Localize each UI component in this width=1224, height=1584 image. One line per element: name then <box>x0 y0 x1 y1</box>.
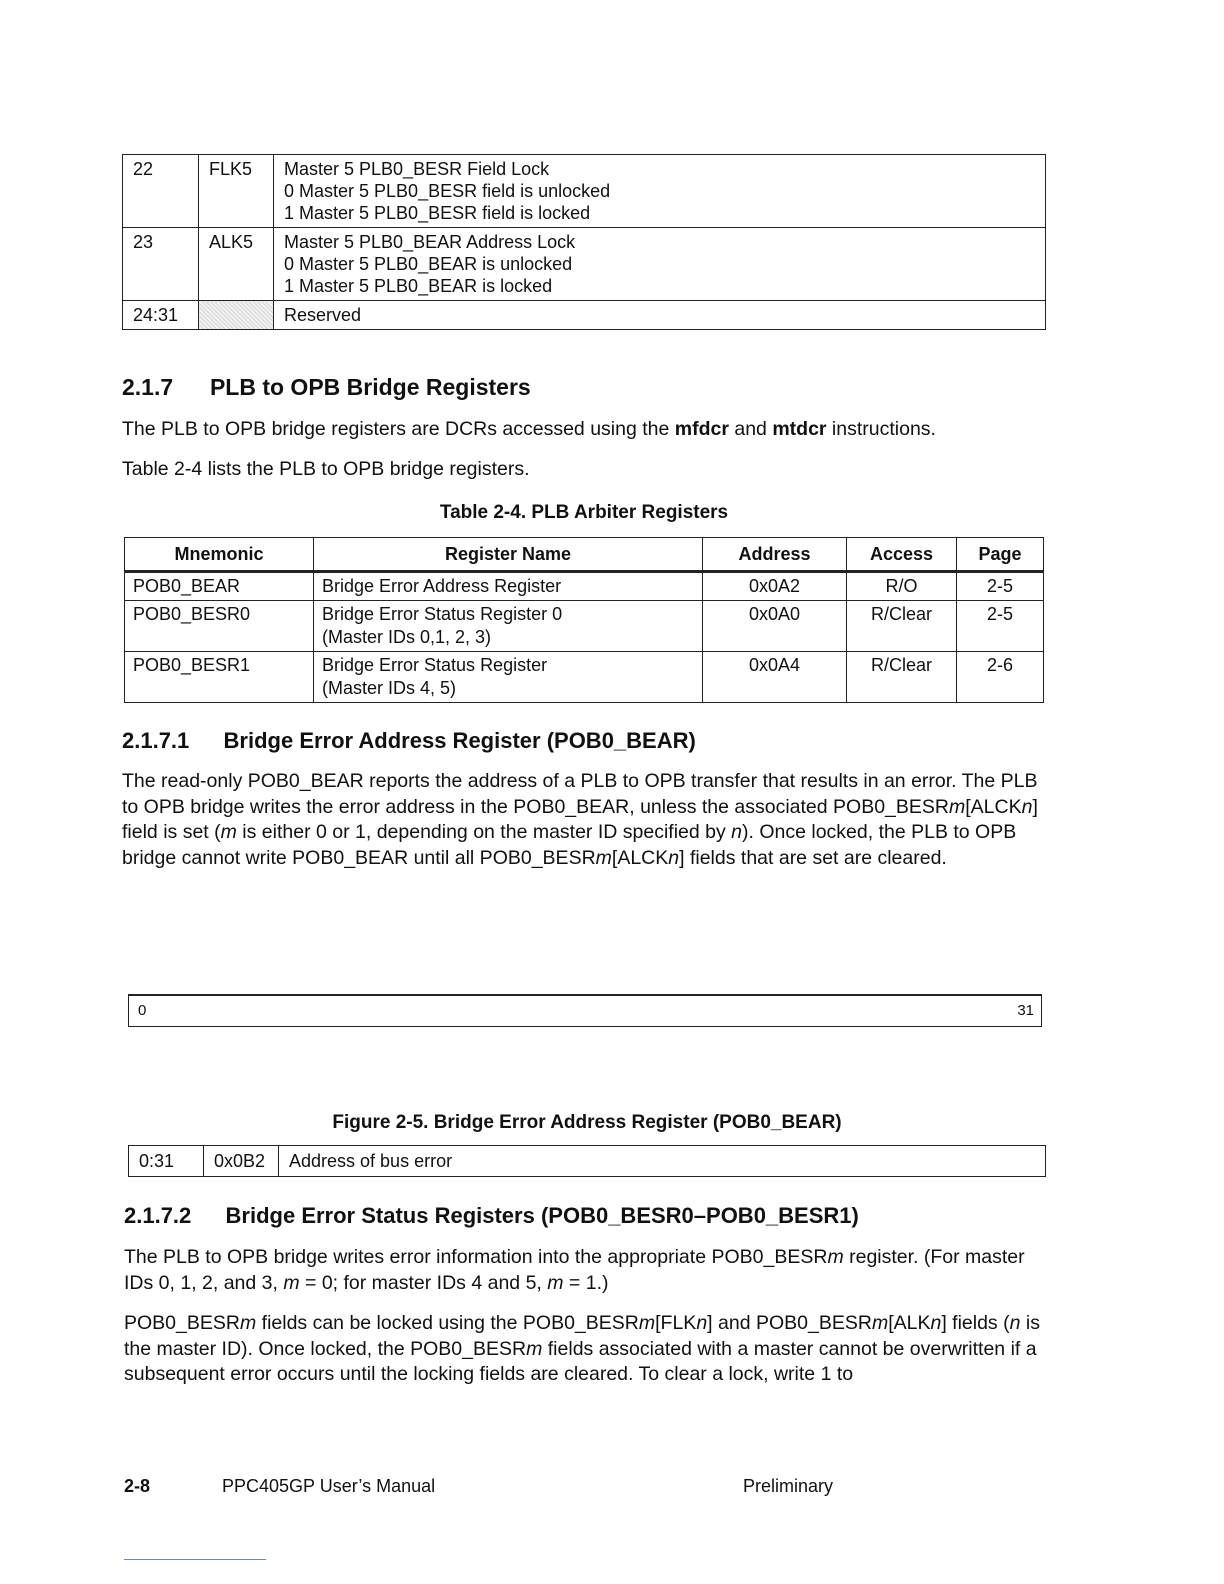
page-cell: 2-5 <box>957 572 1044 601</box>
register-name-line: Bridge Error Status Register <box>322 655 548 675</box>
text-run: [ALK <box>888 1312 931 1334</box>
footer-page-number: 2-8 <box>124 1476 151 1496</box>
subsection-number: 2.1.7.2 <box>124 1203 192 1228</box>
bear-paragraph <box>122 769 1052 871</box>
field-bits: 22 <box>123 155 199 228</box>
text-run: = 0; for master IDs 4 and 5, <box>299 1271 548 1294</box>
text-run: ] and POB0_BESR <box>707 1312 872 1334</box>
text-run: ] fields that are set are cleared. <box>679 846 947 869</box>
table-row <box>129 1146 1046 1177</box>
address-cell: 0x0A2 <box>703 572 847 601</box>
table-row <box>123 301 1046 330</box>
field-desc-line: Reserved <box>284 305 362 325</box>
section-paragraph <box>122 417 936 443</box>
variable-m: m <box>871 1312 889 1334</box>
table-header-row <box>125 538 1044 572</box>
field-desc-line: 1 Master 5 PLB0_BESR field is locked <box>284 203 591 223</box>
subsection-title: Bridge Error Address Register (POB0_BEAR) <box>223 728 696 753</box>
variable-n: n <box>731 821 743 843</box>
variable-m: m <box>526 1337 543 1360</box>
register-name-cell <box>314 572 703 601</box>
field-bits: 0:31 <box>129 1146 204 1177</box>
field-desc-line: 1 Master 5 PLB0_BEAR is locked <box>284 276 553 296</box>
besr-paragraph <box>124 1245 1044 1296</box>
table-row <box>125 572 1044 601</box>
register-name-line: Bridge Error Address Register <box>322 576 562 596</box>
column-header: Address <box>703 538 847 572</box>
variable-m: m <box>949 795 966 818</box>
register-name-line: (Master IDs 4, 5) <box>322 678 457 698</box>
field-desc-line: Master 5 PLB0_BESR Field Lock <box>284 159 550 179</box>
mnemonic-cell: POB0_BESR0 <box>125 601 314 652</box>
register-name-line: (Master IDs 0,1, 2, 3) <box>322 627 492 647</box>
text-run: fields can be locked using the POB0_BESR <box>256 1312 639 1334</box>
instruction-mtdcr: mtdcr <box>772 418 827 440</box>
text-run: and <box>728 418 773 440</box>
subsection-number: 2.1.7.1 <box>122 728 190 753</box>
text-run: instructions. <box>826 418 936 440</box>
access-cell: R/O <box>847 572 957 601</box>
field-desc-line: Master 5 PLB0_BEAR Address Lock <box>284 232 576 252</box>
section-number: 2.1.7 <box>122 374 174 400</box>
table-caption: Table 2-4. PLB Arbiter Registers <box>439 502 729 523</box>
variable-m: m <box>638 1312 656 1334</box>
text-run: POB0_BESR <box>124 1312 240 1334</box>
register-name-cell <box>314 601 703 652</box>
field-description <box>274 301 1046 330</box>
register-diagram <box>128 994 1042 1027</box>
footer-status: Preliminary <box>743 1476 834 1496</box>
text-run: is the master ID). Once locked, the POB0_BESR <box>124 1312 1040 1360</box>
besr-lock-paragraph <box>124 1311 1052 1388</box>
bottom-rule <box>124 1559 266 1560</box>
variable-n: n <box>1021 795 1033 818</box>
variable-n: n <box>696 1312 708 1334</box>
text-run: [ALCK <box>965 795 1022 818</box>
text-run: ). Once locked, the PLB to OPB bridge cannot write POB0_BEAR until all POB0_BESR <box>122 821 1017 869</box>
bit-start-label: 0 <box>138 1002 147 1019</box>
text-run: ] field is set ( <box>122 795 1038 843</box>
text-run: [ALCK <box>611 846 669 869</box>
field-name: ALK5 <box>199 228 274 301</box>
reserved-shading <box>199 301 274 330</box>
field-table <box>122 154 1046 330</box>
instruction-mfdcr: mfdcr <box>674 418 729 440</box>
figure-caption: Figure 2-5. Bridge Error Address Register (POB0_BEAR) <box>332 1112 842 1133</box>
field-description: Address of bus error <box>279 1146 1046 1177</box>
table-row <box>125 601 1044 652</box>
field-desc-line: 0 Master 5 PLB0_BEAR is unlocked <box>284 254 573 274</box>
text-run: The PLB to OPB bridge writes error information into the appropriate POB0_BESR <box>124 1246 828 1268</box>
field-bits: 24:31 <box>123 301 199 330</box>
column-header: Access <box>847 538 957 572</box>
section-title: PLB to OPB Bridge Registers <box>209 374 531 400</box>
subsection-heading <box>122 728 696 754</box>
register-name-line: Bridge Error Status Register 0 <box>322 604 563 624</box>
field-bits: 23 <box>123 228 199 301</box>
variable-n: n <box>930 1312 942 1334</box>
section-paragraph: Table 2-4 lists the PLB to OPB bridge registers. <box>122 458 530 480</box>
variable-m: m <box>547 1271 564 1294</box>
subsection-heading <box>124 1203 859 1229</box>
table-row <box>123 228 1046 301</box>
subsection-title: Bridge Error Status Registers (POB0_BESR0–POB0_BESR1) <box>225 1203 859 1228</box>
page-cell: 2-6 <box>957 652 1044 703</box>
access-cell: R/Clear <box>847 601 957 652</box>
register-name-cell <box>314 652 703 703</box>
column-header: Mnemonic <box>125 538 314 572</box>
reset-value: 0x0B2 <box>204 1146 279 1177</box>
access-cell: R/Clear <box>847 652 957 703</box>
register-table <box>124 537 1044 703</box>
table-row <box>123 155 1046 228</box>
bear-field-table <box>128 1145 1046 1177</box>
variable-m: m <box>220 821 237 843</box>
text-run: is either 0 or 1, depending on the master ID specified by <box>236 821 732 843</box>
text-run: ] fields ( <box>941 1312 1010 1334</box>
text-run: The PLB to OPB bridge registers are DCRs accessed using the <box>122 418 675 440</box>
variable-n: n <box>668 846 680 869</box>
field-description <box>274 155 1046 228</box>
variable-m: m <box>283 1271 300 1294</box>
address-cell: 0x0A0 <box>703 601 847 652</box>
text-run: = 1.) <box>563 1271 609 1294</box>
column-header: Page <box>957 538 1044 572</box>
variable-m: m <box>827 1246 844 1268</box>
mnemonic-cell: POB0_BEAR <box>125 572 314 601</box>
text-run: The read-only POB0_BEAR reports the address of a PLB to OPB transfer that results in an error. The PLB to OPB bridge writes the error address in the POB0_BEAR, unless the associated POB0_BESR <box>122 770 1038 818</box>
page-cell: 2-5 <box>957 601 1044 652</box>
text-run: fields associated with a master cannot be overwritten if a subsequent error occurs until the locking fields are cleared. To clear a lock, write 1 to <box>124 1337 1037 1385</box>
column-header: Register Name <box>314 538 703 572</box>
field-description <box>274 228 1046 301</box>
field-name: FLK5 <box>199 155 274 228</box>
text-run: register. (For master IDs 0, 1, 2, and 3, <box>124 1246 1025 1294</box>
variable-n: n <box>1009 1312 1021 1334</box>
table-row <box>125 652 1044 703</box>
section-heading <box>122 374 531 401</box>
mnemonic-cell: POB0_BESR1 <box>125 652 314 703</box>
variable-m: m <box>239 1312 257 1334</box>
address-cell: 0x0A4 <box>703 652 847 703</box>
variable-m: m <box>595 846 612 869</box>
text-run: [FLK <box>655 1312 697 1334</box>
footer-manual-title: PPC405GP User’s Manual <box>222 1476 436 1496</box>
bit-end-label: 31 <box>1017 1002 1034 1019</box>
field-desc-line: 0 Master 5 PLB0_BESR field is unlocked <box>284 181 611 201</box>
